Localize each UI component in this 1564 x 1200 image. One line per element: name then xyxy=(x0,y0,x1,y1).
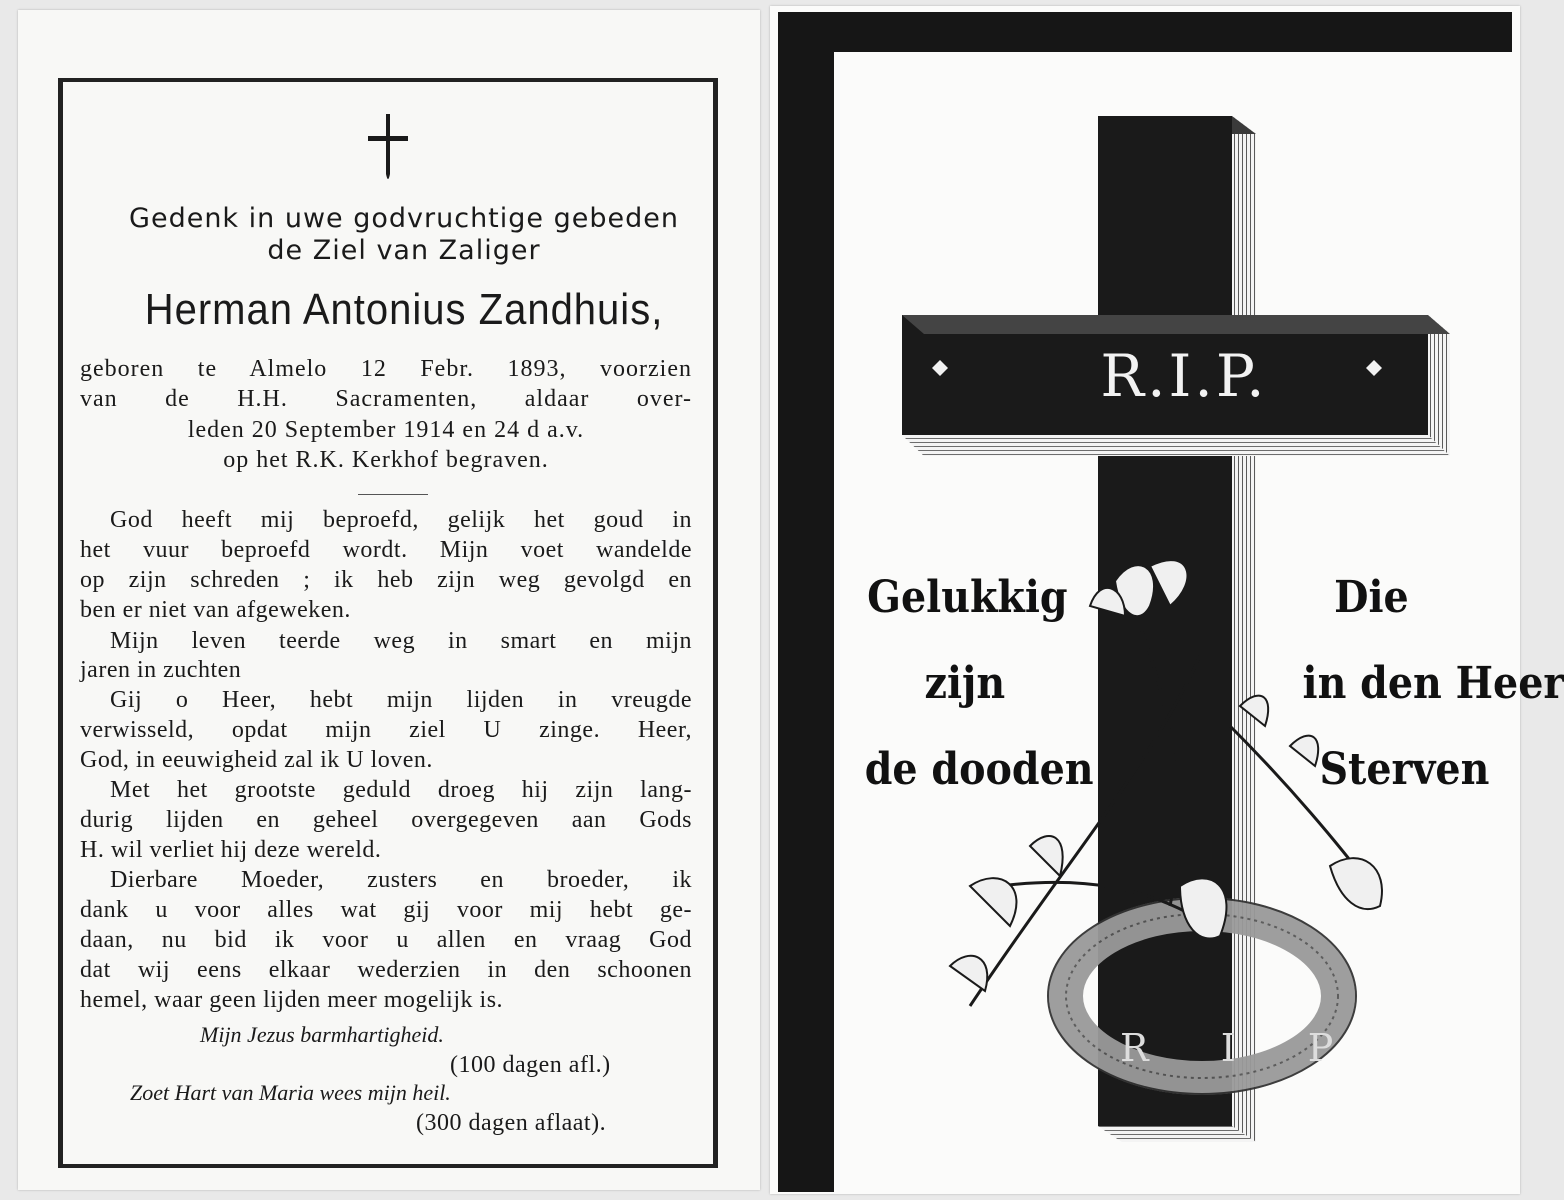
body-line: jaren in zuchten xyxy=(80,657,242,683)
prayer-2: Zoet Hart van Maria wees mijn heil. xyxy=(130,1080,451,1105)
divider-line xyxy=(358,494,428,495)
verse-right-2: in den Heer xyxy=(1302,658,1564,709)
body-line: verwisseld, opdat mijn ziel U zinge. Heer, xyxy=(80,717,692,743)
verse-left-2: zijn xyxy=(924,658,1006,709)
body-line: ben er niet van afgeweken. xyxy=(80,597,351,623)
verse-left-1: Gelukkig xyxy=(867,572,1068,623)
verse-left-3: de dooden xyxy=(864,744,1094,795)
cross-vertical-beam xyxy=(1098,116,1232,1126)
beam-shading xyxy=(1232,116,1256,1142)
body-line: durig lijden en geheel overgegeven aan Gods xyxy=(80,807,692,833)
body-line: H. wil verliet hij deze wereld. xyxy=(80,837,382,863)
indulgence-1: (100 dagen afl.) xyxy=(450,1052,611,1078)
deceased-name: Herman Antonius Zandhuis, xyxy=(144,286,664,334)
body-line: Mijn leven teerde weg in smart en mijn xyxy=(110,628,692,654)
indulgence-2: (300 dagen aflaat). xyxy=(416,1110,607,1136)
rip-label: R.I.P. xyxy=(1100,342,1268,410)
body-line: op zijn schreden ; ik heb zijn weg gevolgd en xyxy=(80,567,692,593)
intro-line-2: de Ziel van Zaliger xyxy=(267,235,541,266)
body-line: hemel, waar geen lijden meer mogelijk is. xyxy=(80,987,504,1013)
body-line: het vuur beproefd wordt. Mijn voet wandelde xyxy=(80,537,692,563)
verse-right-1: Die xyxy=(1334,572,1409,623)
body-line: dat wij eens elkaar wederzien in den schoonen xyxy=(80,957,692,983)
bio-line: leden 20 September 1914 en 24 d a.v. xyxy=(187,417,585,443)
memorial-card-text-side xyxy=(18,10,760,1190)
intro-line-1: Gedenk in uwe godvruchtige gebeden xyxy=(129,203,679,234)
body-line: Dierbare Moeder, zusters en broeder, ik xyxy=(110,867,692,893)
bio-line: van de H.H. Sacramenten, aldaar over- xyxy=(80,386,692,412)
wreath-rip-text: R I P xyxy=(1120,1026,1364,1070)
verse-right-3: Sterven xyxy=(1319,744,1490,795)
bio-line: op het R.K. Kerkhof begraven. xyxy=(223,447,549,473)
body-line: dank u voor alles wat gij voor mij hebt ge- xyxy=(80,897,692,923)
memorial-card-image-side xyxy=(770,6,1564,1194)
body-line: God heeft mij beproefd, gelijk het goud in xyxy=(110,507,692,533)
body-line: Met het grootste geduld droeg hij zijn lang- xyxy=(110,777,692,803)
prayer-1: Mijn Jezus barmhartigheid. xyxy=(200,1022,444,1047)
cross-icon xyxy=(366,112,410,186)
body-line: God, in eeuwigheid zal ik U loven. xyxy=(80,747,433,773)
bio-line: geboren te Almelo 12 Febr. 1893, voorzien xyxy=(80,356,692,382)
body-line: Gij o Heer, hebt mijn lijden in vreugde xyxy=(110,687,692,713)
body-line: daan, nu bid ik voor u allen en vraag God xyxy=(80,927,692,953)
